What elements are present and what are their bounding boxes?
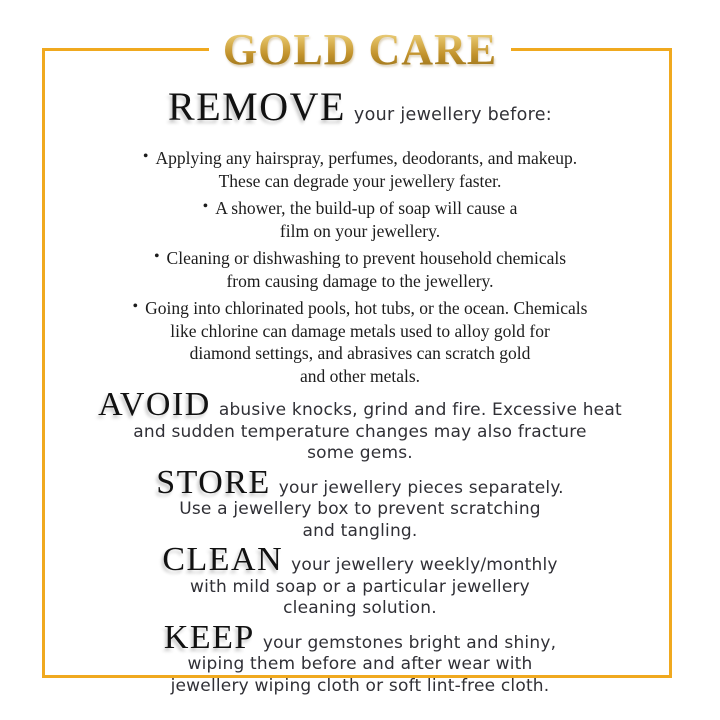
bullet-text: Cleaning or dishwashing to prevent household chemicals — [166, 248, 567, 268]
bullet-line: and other metals. — [299, 365, 421, 386]
bullet-text: Applying any hairspray, perfumes, deodorants, and makeup. — [155, 148, 578, 168]
bullet-line: film on your jewellery. — [279, 220, 441, 241]
bullet-item-hairspray — [46, 146, 674, 192]
store-keyword: STORE — [156, 463, 271, 501]
section-line: and sudden temperature changes may also fracture — [133, 421, 587, 442]
bullet-line — [46, 196, 674, 220]
bullet-text: A shower, the build-up of soap will cause a — [215, 198, 518, 218]
bullet-line: These can degrade your jewellery faster. — [218, 170, 502, 191]
remove-bullet-list — [46, 146, 674, 387]
bullet-line: diamond settings, and abrasives can scratch gold — [189, 343, 531, 363]
bullet-dot: • — [202, 198, 209, 215]
remove-keyword: REMOVE — [168, 84, 346, 129]
bullet-line — [46, 146, 674, 170]
page-title-text: GOLD CARE — [222, 25, 498, 74]
section-text: your gemstones bright and shiny, — [262, 632, 557, 653]
bullet-item-shower — [46, 196, 674, 242]
section-text: your jewellery weekly/monthly — [291, 555, 558, 575]
bullet-line — [46, 246, 674, 270]
section-first-line — [46, 541, 674, 578]
bullet-line: from causing damage to the jewellery. — [226, 270, 494, 291]
section-line: some gems. — [307, 443, 413, 463]
section-text: abusive knocks, grind and fire. Excessive heat — [218, 400, 622, 420]
section-avoid — [46, 386, 674, 465]
remove-heading — [46, 84, 674, 133]
section-line: Use a jewellery box to prevent scratching — [179, 499, 541, 519]
section-clean — [46, 541, 674, 620]
section-first-line — [46, 386, 674, 423]
bullet-dot: • — [142, 148, 149, 165]
avoid-keyword: AVOID — [98, 386, 211, 423]
section-keep — [46, 618, 674, 698]
bullet-line: like chlorine can damage metals used to alloy gold for — [170, 320, 550, 341]
section-first-line — [46, 618, 674, 656]
section-line: with mild soap or a particular jewellery — [190, 576, 530, 597]
section-line: jewellery wiping cloth or soft lint-free cloth. — [170, 675, 550, 696]
section-text: your jewellery pieces separately. — [278, 477, 564, 498]
bullet-dot: • — [132, 298, 139, 315]
page-title — [209, 24, 511, 76]
section-line: wiping them before and after wear with — [187, 654, 533, 674]
clean-keyword: CLEAN — [162, 541, 284, 578]
section-first-line — [46, 463, 674, 501]
section-line: cleaning solution. — [283, 598, 437, 618]
remove-intro: your jewellery before: — [353, 105, 552, 125]
bullet-item-cleaning — [46, 246, 674, 292]
bullet-dot: • — [153, 248, 160, 265]
bullet-text: Going into chlorinated pools, hot tubs, or the ocean. Chemicals — [145, 298, 588, 318]
section-line: and tangling. — [302, 520, 418, 541]
title-row — [0, 24, 720, 76]
bullet-line — [46, 296, 674, 320]
bullet-item-pools — [46, 296, 674, 387]
section-store — [46, 463, 674, 543]
keep-keyword: KEEP — [163, 618, 255, 656]
card-content — [46, 0, 674, 697]
